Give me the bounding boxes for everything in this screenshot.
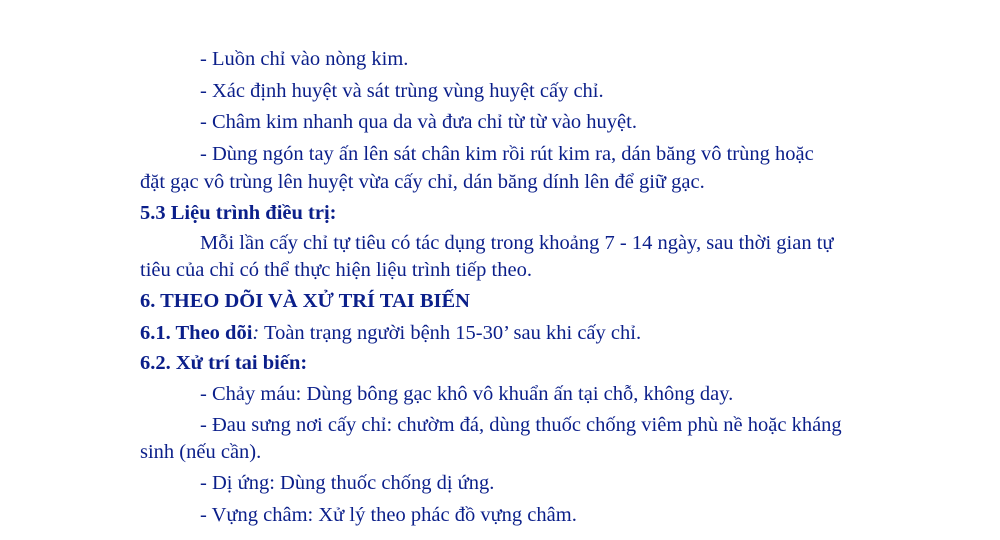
section-heading-5-3: 5.3 Liệu trình điều trị: xyxy=(140,202,337,224)
step-insert-needle: - Châm kim nhanh qua da và đưa chỉ từ từ vào huyệt. xyxy=(200,111,637,133)
course-paragraph-line2: tiêu của chỉ có thể thực hiện liệu trình tiếp theo. xyxy=(140,259,532,281)
section-heading-6: 6. THEO DÕI VÀ XỬ TRÍ TAI BIẾN xyxy=(140,290,470,312)
section-6-1-text: Toàn trạng người bệnh 15-30’ sau khi cấy chỉ. xyxy=(259,322,642,344)
complication-fainting: - Vựng châm: Xử lý theo phác đồ vựng châm. xyxy=(200,504,577,526)
step-locate-acupoint: - Xác định huyệt và sát trùng vùng huyệt cấy chỉ. xyxy=(200,80,604,102)
step-thread-needle: - Luồn chỉ vào nòng kim. xyxy=(200,48,409,70)
complication-swelling-line1: - Đau sưng nơi cấy chỉ: chườm đá, dùng thuốc chống viêm phù nề hoặc kháng xyxy=(200,414,842,436)
step-withdraw-needle-line1: - Dùng ngón tay ấn lên sát chân kim rồi rút kim ra, dán băng vô trùng hoặc xyxy=(200,143,814,165)
complication-allergy: - Dị ứng: Dùng thuốc chống dị ứng. xyxy=(200,472,495,494)
course-paragraph-line1: Mỗi lần cấy chỉ tự tiêu có tác dụng trong khoảng 7 - 14 ngày, sau thời gian tự xyxy=(200,232,834,254)
step-withdraw-needle-line2: đặt gạc vô trùng lên huyệt vừa cấy chỉ, dán băng dính lên để giữ gạc. xyxy=(140,171,705,193)
section-6-1-colon: : xyxy=(252,322,260,344)
complication-swelling-line2: sinh (nếu cần). xyxy=(140,441,262,463)
section-6-1 xyxy=(140,321,641,345)
section-heading-6-1: 6.1. Theo dõi xyxy=(140,322,253,344)
section-heading-6-2: 6.2. Xử trí tai biến: xyxy=(140,352,308,374)
complication-bleeding: - Chảy máu: Dùng bông gạc khô vô khuẩn ấn tại chỗ, không day. xyxy=(200,383,734,405)
